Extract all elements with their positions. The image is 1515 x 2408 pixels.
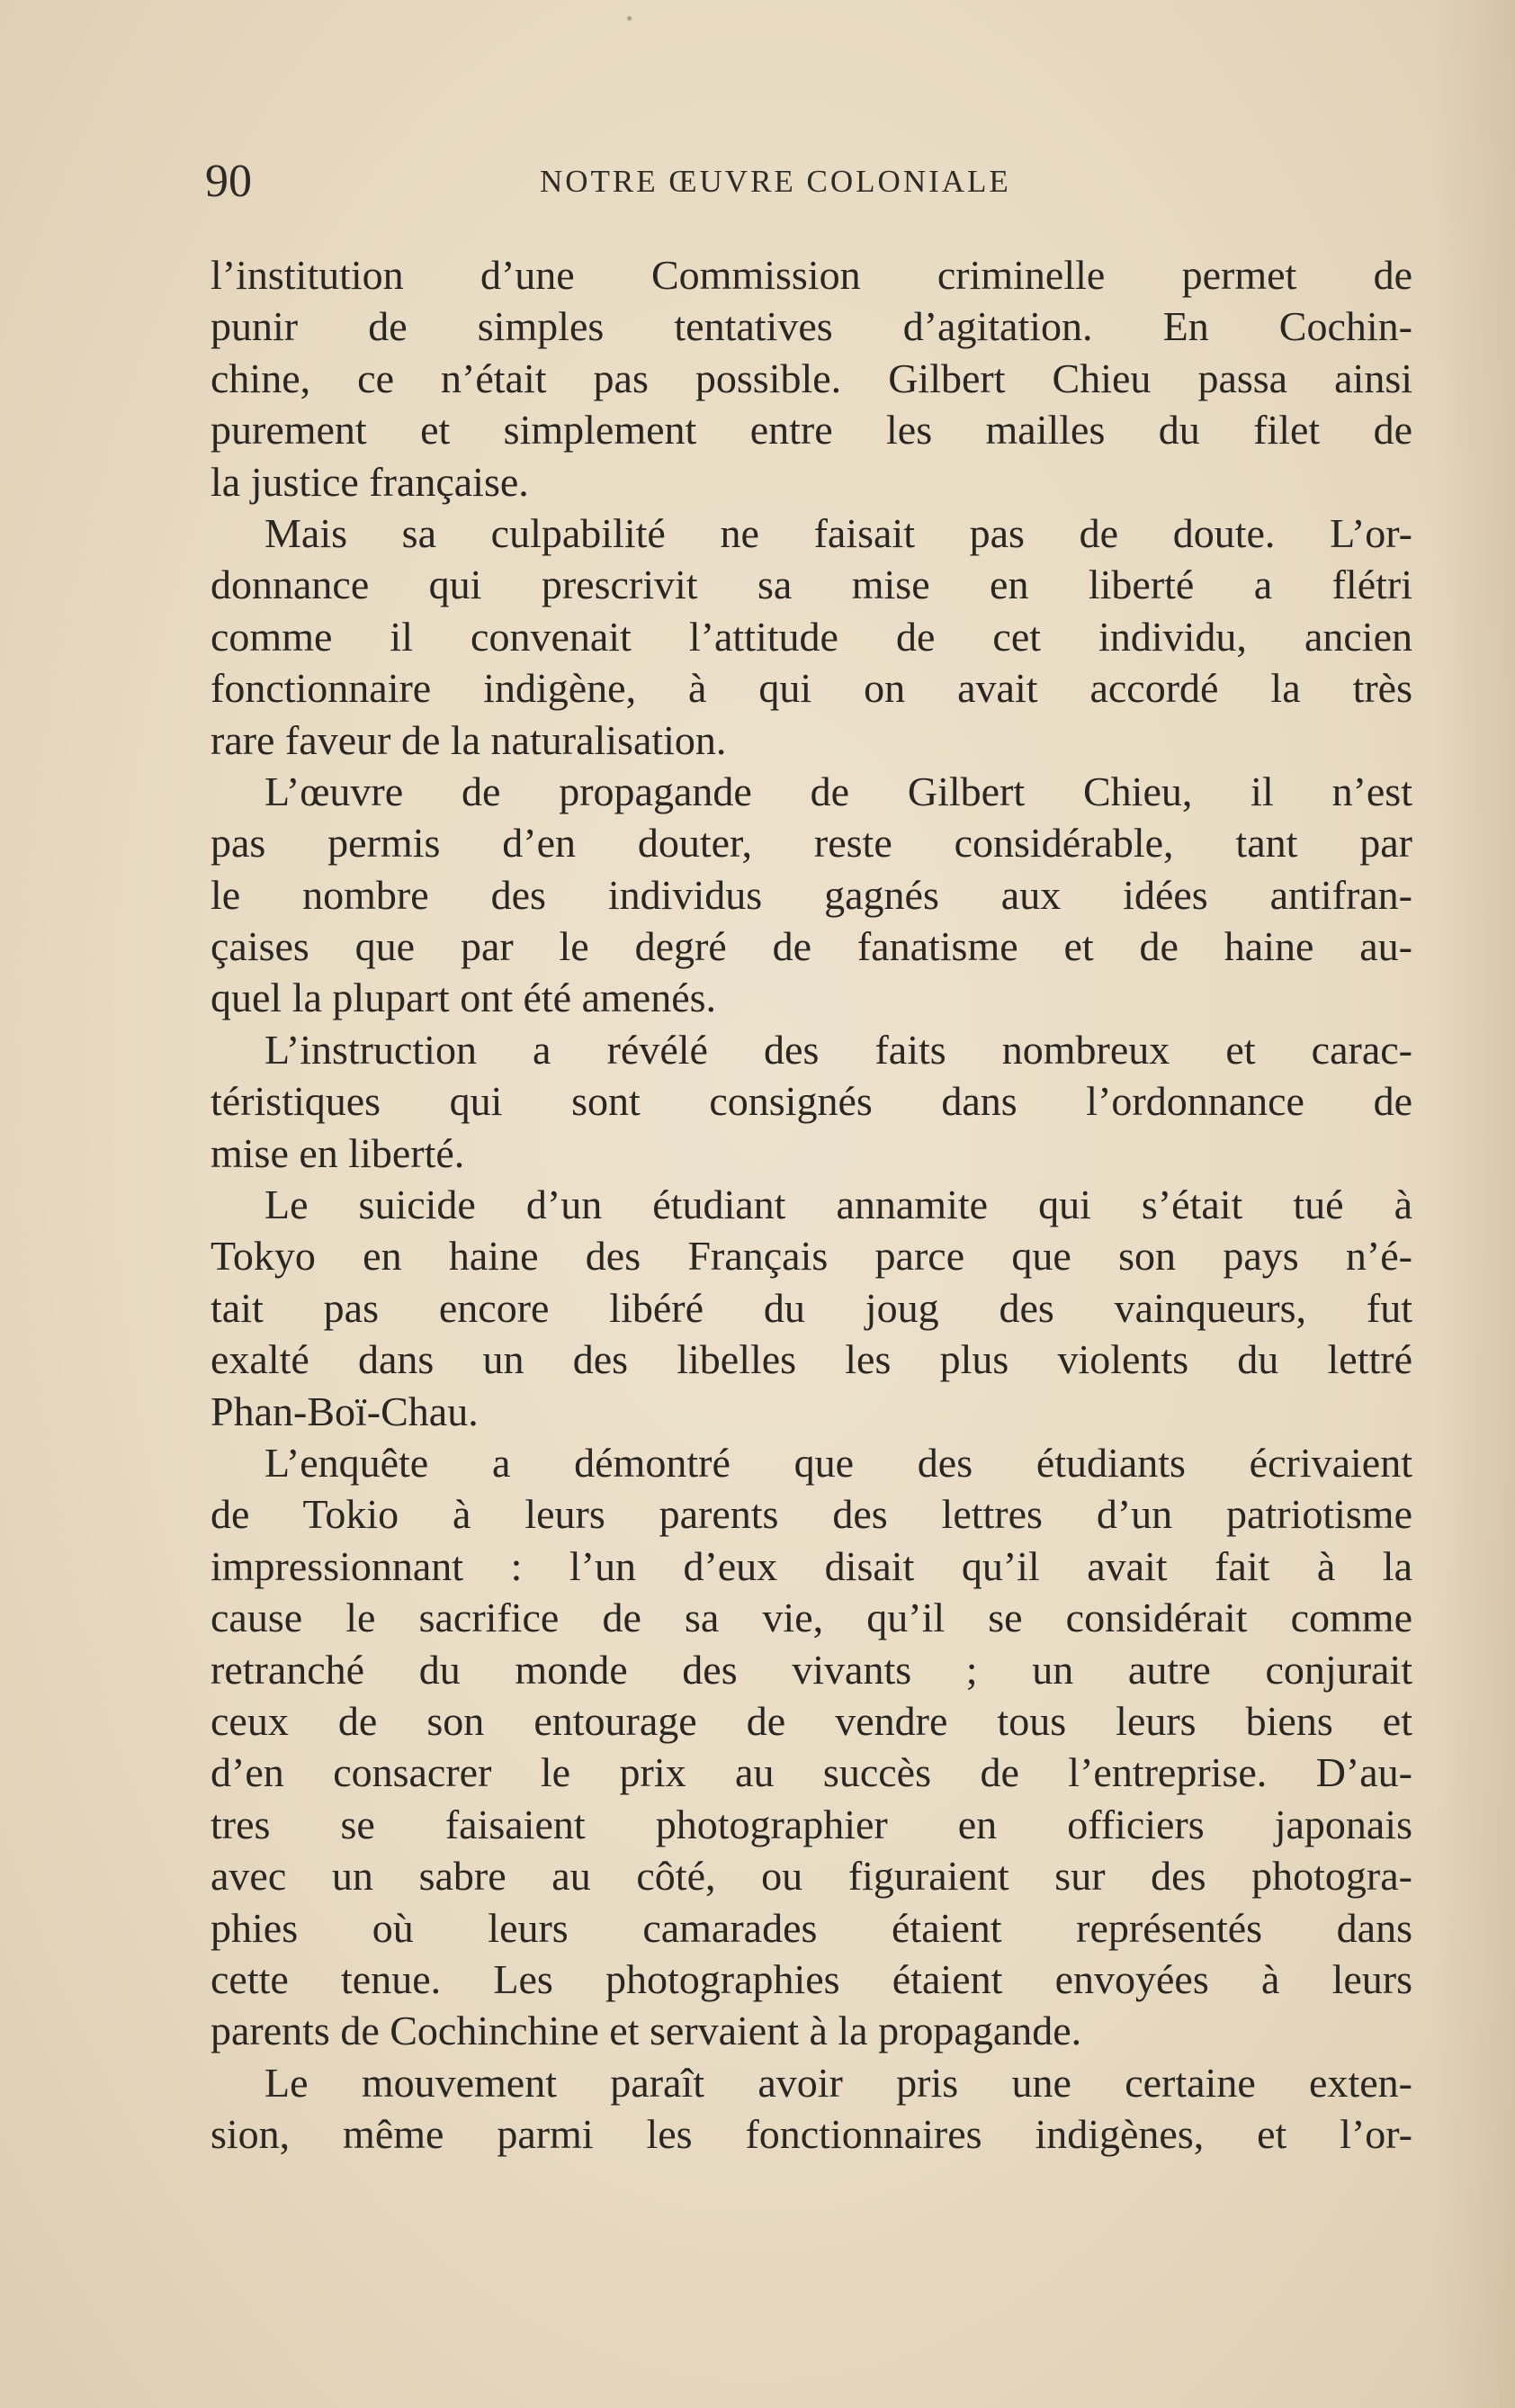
page-number: 90 [205,156,252,207]
text-line: avec un sabre au côté, ou figuraient sur des photogra- [211,1853,1412,1900]
text-line: phies où leurs camarades étaient représentés dans [211,1904,1412,1951]
text-line: tres se faisaient photographier en officiers japonais [211,1801,1412,1847]
paragraph-start-line: Le suicide d’un étudiant annamite qui s’était tué à [264,1182,1412,1228]
paper-speck [627,16,632,21]
running-title: NOTRE ŒUVRE COLONIALE [540,164,1011,199]
text-line: Tokyo en haine des Français parce que son pays n’é- [211,1233,1412,1280]
body-text [211,249,1412,2160]
paragraph-start-line: L’œuvre de propagande de Gilbert Chieu, il n’est [264,768,1412,814]
text-line: l’institution d’une Commission criminelle permet de [211,252,1412,298]
paragraph-start-line: L’enquête a démontré que des étudiants écrivaient [264,1439,1412,1486]
text-line: mise en liberté. [211,1129,465,1176]
text-line: impressionnant : l’un d’eux disait qu’il avait fait à la [211,1542,1412,1589]
paragraph-start-line: Mais sa culpabilité ne faisait pas de doute. L’or- [264,509,1412,556]
paragraph-start-line: L’instruction a révélé des faits nombreux et carac- [264,1026,1412,1073]
page-edge-shadow [1434,0,1515,2408]
text-line: la justice française. [211,458,529,505]
text-line: fonctionnaire indigène, à qui on avait accordé la très [211,665,1412,712]
text-line: exalté dans un des libelles les plus violents du lettré [211,1336,1412,1383]
text-line: cause le sacrifice de sa vie, qu’il se considérait comme [211,1595,1412,1641]
text-line: cette tenue. Les photographies étaient envoyées à leurs [211,1955,1412,2002]
text-line: le nombre des individus gagnés aux idées antifran- [211,871,1412,918]
paragraph-start-line: Le mouvement paraît avoir pris une certaine exten- [264,2059,1412,2106]
text-line: retranché du monde des vivants ; un autre conjurait [211,1646,1412,1693]
text-line: comme il convenait l’attitude de cet individu, ancien [211,613,1412,660]
text-line: tait pas encore libéré du joug des vainqueurs, fut [211,1284,1412,1331]
text-line: de Tokio à leurs parents des lettres d’un patriotisme [211,1491,1412,1538]
text-line: d’en consacrer le prix au succès de l’entreprise. D’au- [211,1749,1412,1796]
text-line: parents de Cochinchine et servaient à la propagande. [211,2008,1082,2054]
running-head [205,155,1420,209]
text-line: téristiques qui sont consignés dans l’ordonnance de [211,1078,1412,1125]
text-line: Phan-Boï-Chau. [211,1388,479,1434]
text-line: ceux de son entourage de vendre tous leurs biens et [211,1697,1412,1744]
text-line: chine, ce n’était pas possible. Gilbert Chieu passa ainsi [211,355,1412,401]
text-line: donnance qui prescrivit sa mise en liberté a flétri [211,562,1412,608]
text-line: punir de simples tentatives d’agitation. En Cochin- [211,303,1412,350]
text-line: purement et simplement entre les mailles du filet de [211,407,1412,454]
text-line: rare faveur de la naturalisation. [211,716,727,763]
text-line: quel la plupart ont été amenés. [211,975,717,1021]
text-line: pas permis d’en douter, reste considérable, tant par [211,820,1412,867]
text-line: çaises que par le degré de fanatisme et de haine au- [211,923,1412,970]
text-line: sion, même parmi les fonctionnaires indigènes, et l’or- [211,2111,1412,2158]
